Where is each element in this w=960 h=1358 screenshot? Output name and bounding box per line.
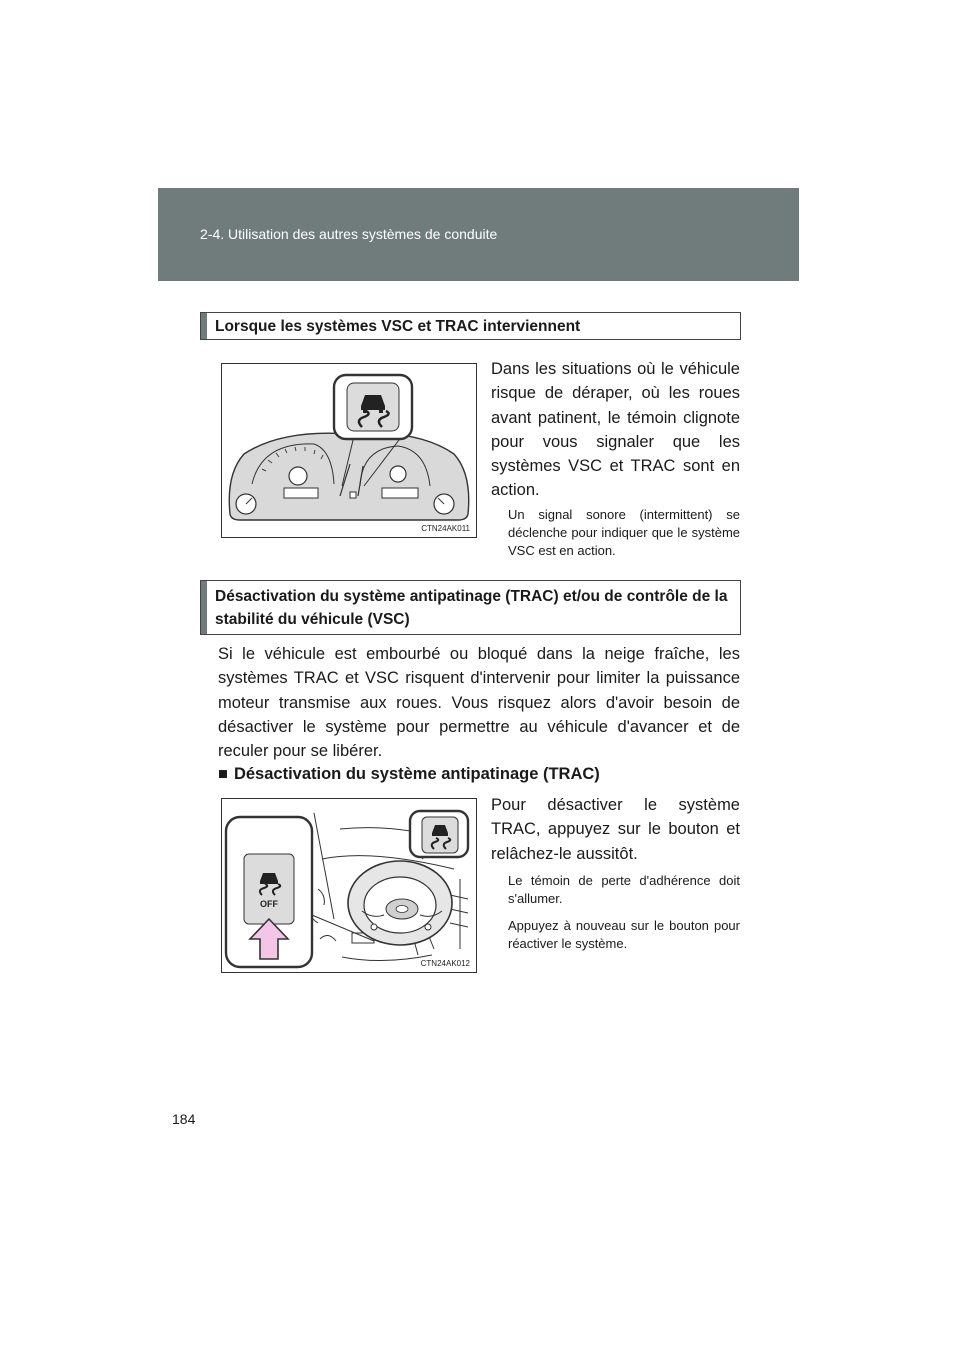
section-heading-text: Désactivation du système antipatinage (TRAC) et/ou de contrôle de la stabilité du véhicule (VSC) bbox=[215, 588, 728, 628]
figure-code: CTN24AK012 bbox=[420, 959, 470, 968]
off-button-label: OFF bbox=[260, 899, 278, 909]
indicator-note: Le témoin de perte d'adhérence doit s'allumer. bbox=[508, 873, 740, 906]
vsc-trac-active-text: Dans les situations où le véhicule risque de déraper, où les roues avant patinent, le témoin clignote pour vous signaler que les systèmes VSC et TRAC sont en action. bbox=[491, 360, 740, 500]
dashboard-drawing bbox=[222, 799, 476, 972]
figure-code: CTN24AK011 bbox=[421, 524, 470, 533]
square-bullet-icon: ■ bbox=[218, 765, 228, 783]
section-breadcrumb: 2-4. Utilisation des autres systèmes de conduite bbox=[200, 226, 498, 242]
section-heading-vsc-trac-active bbox=[200, 312, 741, 340]
instrument-cluster-drawing bbox=[222, 364, 476, 537]
instrument-cluster-illustration bbox=[221, 363, 477, 538]
disable-intro-paragraph: Si le véhicule est embourbé ou bloqué dans la neige fraîche, les systèmes TRAC et VSC risquent d'intervenir pour limiter la puissance moteur transmise aux roues. Vous risquez alors d'avoir besoin de désactiver le système pour permettre au véhicule d'avancer et de reculer pour se libérer. bbox=[218, 645, 740, 761]
reactivate-note: Appuyez à nouveau sur le bouton pour réactiver le système. bbox=[508, 918, 740, 951]
subheading-disable-trac bbox=[218, 765, 600, 784]
subheading-text: Désactivation du système antipatinage (TRAC) bbox=[233, 765, 600, 783]
disable-trac-text: Pour désactiver le système TRAC, appuyez sur le bouton et relâchez-le aussitôt. bbox=[491, 796, 740, 863]
beep-note: Un signal sonore (intermittent) se déclenche pour indiquer que le système VSC est en action. bbox=[508, 507, 740, 558]
section-heading-text: Lorsque les systèmes VSC et TRAC interviennent bbox=[215, 318, 581, 335]
page-number: 184 bbox=[172, 1111, 196, 1127]
header-band bbox=[158, 188, 799, 281]
dashboard-button-illustration bbox=[221, 798, 477, 973]
section-heading-disable-trac-vsc bbox=[200, 580, 741, 635]
